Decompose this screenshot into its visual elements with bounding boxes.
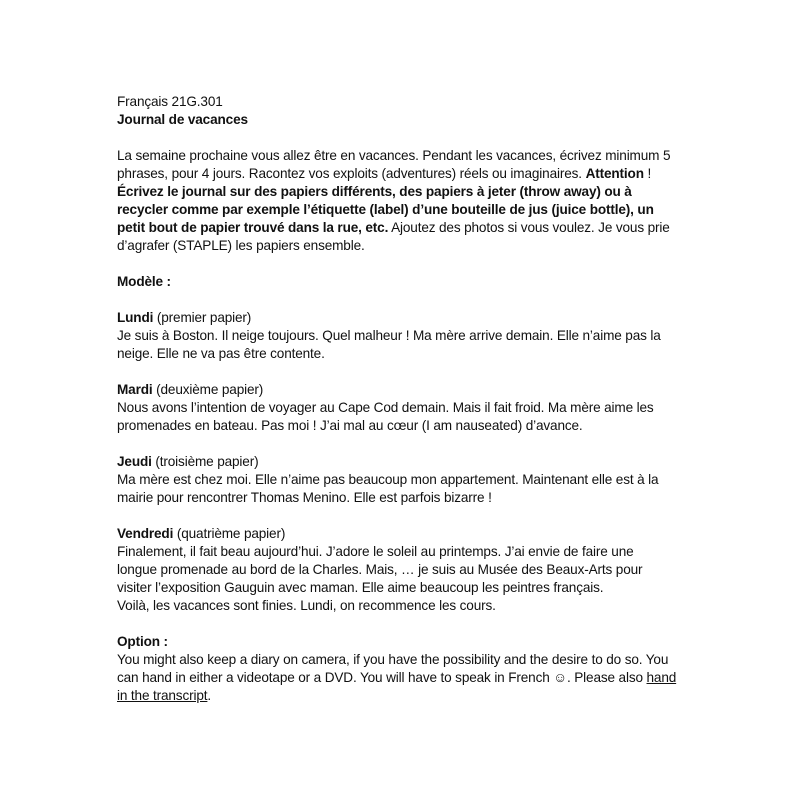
- course-code: Français 21G.301: [117, 94, 223, 109]
- entry-jeudi: [117, 453, 677, 507]
- option-paragraph: [117, 651, 677, 705]
- intro-text-1: La semaine prochaine vous allez être en vacances. Pendant les vacances, écrivez minimum 5 phrases, pour 4 jours. Racontez vos exploits (adventures) réels ou imaginaires.: [117, 148, 671, 181]
- entry-day: Jeudi: [117, 454, 152, 469]
- entry-lundi: [117, 309, 677, 363]
- entry-heading: [117, 381, 677, 399]
- option-end: .: [207, 688, 212, 703]
- entry-paper: (troisième papier): [151, 454, 259, 469]
- option-heading: Option :: [117, 634, 168, 649]
- entry-paper: (deuxième papier): [152, 382, 264, 397]
- transcript-link: hand in the transcript: [117, 670, 677, 703]
- entry-text: Finalement, il fait beau aujourd’hui. J’adore le soleil au printemps. J’ai envie de faire une longue promenade au bord de la Charles. Mais, … je suis au Musée des Beaux-Arts pour visiter l’exposition Gauguin avec maman. Elle aime beaucoup les peintres français.: [117, 544, 643, 595]
- attention-label: Attention: [585, 166, 644, 181]
- page-title: Journal de vacances: [117, 112, 248, 127]
- entry-paper: (quatrième papier): [173, 526, 286, 541]
- entry-day: Vendredi: [117, 526, 174, 541]
- entry-heading: [117, 309, 677, 327]
- entry-extra: Voilà, les vacances sont finies. Lundi, on recommence les cours.: [117, 598, 496, 613]
- entry-mardi: [117, 381, 677, 435]
- document-page: [117, 93, 677, 705]
- entry-day: Mardi: [117, 382, 153, 397]
- intro-bold-instructions: Écrivez le journal sur des papiers différents, des papiers à jeter (throw away) ou à recycler comme par exemple l’étiquette (label) d’une bouteille de jus (juice bottle), un petit bout de papier trouvé dans la rue, etc.: [117, 184, 654, 235]
- model-heading: Modèle :: [117, 274, 171, 289]
- entry-text: Ma mère est chez moi. Elle n’aime pas beaucoup mon appartement. Maintenant elle est à la mairie pour rencontrer Thomas Menino. Elle est parfois bizarre !: [117, 472, 659, 505]
- entry-vendredi: [117, 525, 677, 615]
- intro-text-2: !: [643, 166, 652, 181]
- entry-heading: [117, 525, 677, 543]
- entry-heading: [117, 453, 677, 471]
- entry-day: Lundi: [117, 310, 154, 325]
- entry-text: Nous avons l’intention de voyager au Cape Cod demain. Mais il fait froid. Ma mère aime les promenades en bateau. Pas moi ! J’ai mal au cœur (I am nauseated) d’avance.: [117, 400, 654, 433]
- entry-paper: (premier papier): [153, 310, 252, 325]
- option-text: You might also keep a diary on camera, if you have the possibility and the desire to do so. You can hand in either a videotape or a DVD. You will have to speak in French ☺. Please also: [117, 652, 669, 685]
- intro-paragraph: [117, 147, 677, 255]
- entry-text: Je suis à Boston. Il neige toujours. Quel malheur ! Ma mère arrive demain. Elle n’aime pas la neige. Elle ne va pas être contente.: [117, 328, 661, 361]
- intro-text-3: Ajoutez des photos si vous voulez. Je vous prie d’agrafer (STAPLE) les papiers ensemble.: [117, 220, 670, 253]
